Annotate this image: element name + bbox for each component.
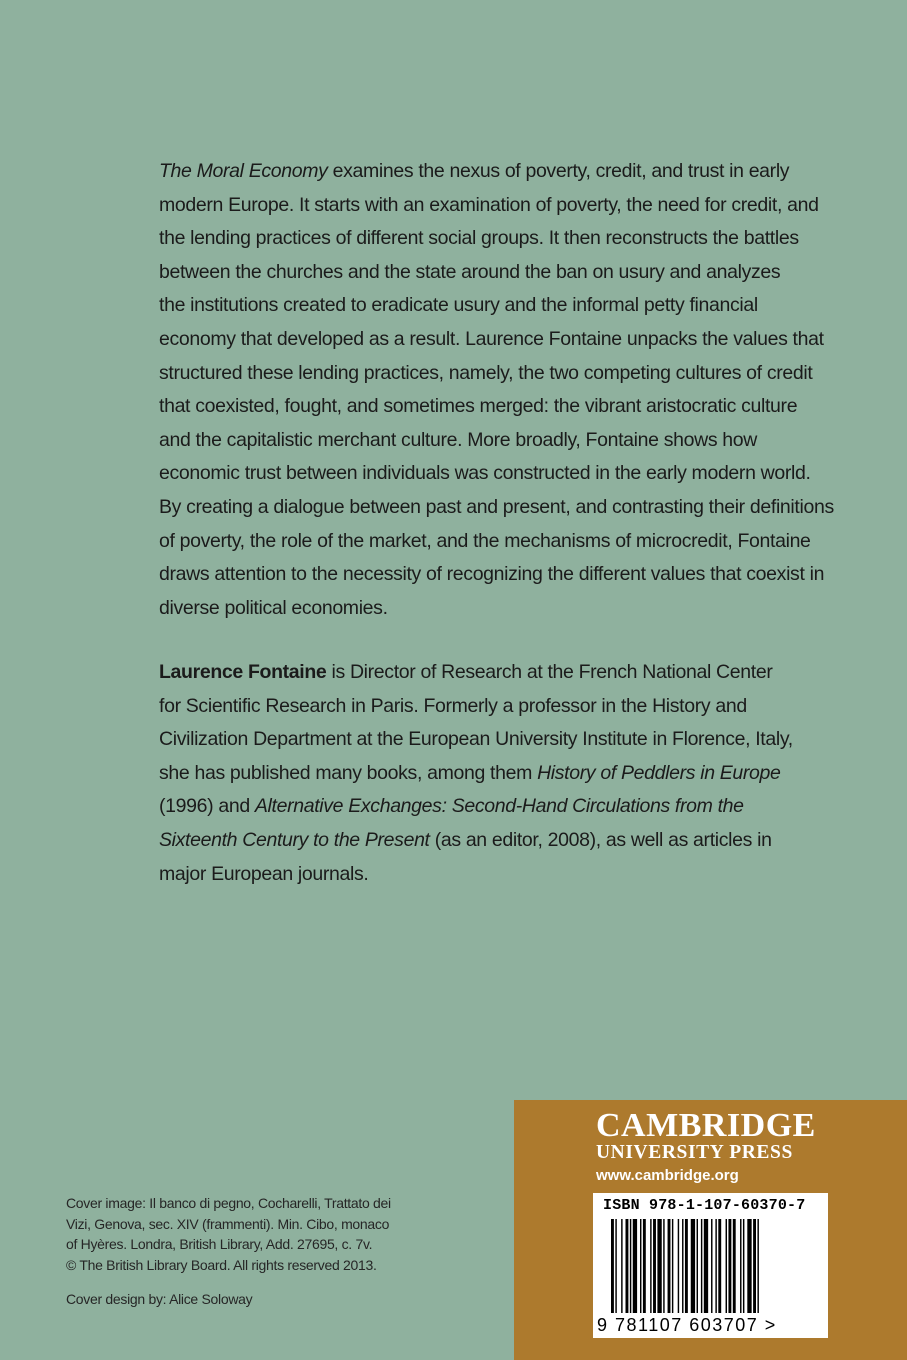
description-line: that coexisted, fought, and sometimes merged: the vibrant aristocratic culture xyxy=(159,395,798,418)
publisher-url: www.cambridge.org xyxy=(596,1167,739,1184)
publisher-subtitle: UNIVERSITY PRESS xyxy=(596,1142,793,1163)
description-line: and the capitalistic merchant culture. More broadly, Fontaine shows how xyxy=(159,428,758,451)
description-line: draws attention to the necessity of recognizing the different values that coexist in xyxy=(159,563,825,586)
credit-line: of Hyères. Londra, British Library, Add. 27695, c. 7v. xyxy=(66,1236,373,1252)
description-line: economic trust between individuals was constructed in the early modern world. xyxy=(159,462,811,485)
bio-line: major European journals. xyxy=(159,862,369,885)
description-line: The Moral Economy examines the nexus of poverty, credit, and trust in early xyxy=(159,160,790,182)
bio-line: Sixteenth Century to the Present (as an editor, 2008), as well as articles in xyxy=(159,828,772,851)
description-line: diverse political economies. xyxy=(159,596,388,619)
credit-line: Vizi, Genova, sec. XIV (frammenti). Min. Cibo, monaco xyxy=(66,1215,390,1232)
credit-line: Cover image: Il banco di pegno, Cocharelli, Trattato dei xyxy=(66,1195,391,1211)
barcode-digits: 9 781107 603707 > xyxy=(597,1315,777,1335)
description-line: the lending practices of different social groups. It then reconstructs the battles xyxy=(159,227,799,250)
author-bio xyxy=(159,656,793,891)
description-line: of poverty, the role of the market, and the mechanisms of microcredit, Fontaine xyxy=(159,529,811,552)
book-reference: Alternative Exchanges: Second-Hand Circulations from the xyxy=(254,795,744,818)
description-line: the institutions created to eradicate usury and the informal petty financial xyxy=(159,294,758,317)
book-description xyxy=(159,155,834,625)
bio-line: Laurence Fontaine is Director of Research at the French National Center xyxy=(159,661,773,683)
description-line: between the churches and the state around the ban on usury and analyzes xyxy=(159,260,781,283)
publisher-name: CAMBRIDGE xyxy=(596,1107,816,1144)
description-line: structured these lending practices, namely, the two competing cultures of credit xyxy=(159,361,813,384)
publisher-panel xyxy=(514,1100,907,1360)
cover-image-credit xyxy=(66,1193,466,1275)
book-title: The Moral Economy xyxy=(159,160,328,182)
cover-design-credit: Cover design by: Alice Soloway xyxy=(66,1291,253,1307)
isbn-barcode xyxy=(593,1193,828,1338)
credit-line: © The British Library Board. All rights reserved 2013. xyxy=(66,1256,377,1273)
book-reference: History of Peddlers in Europe xyxy=(537,761,781,784)
description-line: By creating a dialogue between past and present, and contrasting their definitions xyxy=(159,495,834,518)
bio-line: for Scientific Research in Paris. Formerly a professor in the History and xyxy=(159,694,747,717)
book-reference: Sixteenth Century to the Present xyxy=(159,828,430,851)
bio-line: she has published many books, among them History of Peddlers in Europe xyxy=(159,761,781,784)
description-line: modern Europe. It starts with an examination of poverty, the need for credit, and xyxy=(159,193,819,216)
bio-line: (1996) and Alternative Exchanges: Second-Hand Circulations from the xyxy=(159,795,744,818)
isbn-label: ISBN 978-1-107-60370-7 xyxy=(603,1197,806,1214)
bio-line: Civilization Department at the European University Institute in Florence, Italy, xyxy=(159,728,793,751)
description-line: economy that developed as a result. Laurence Fontaine unpacks the values that xyxy=(159,327,824,350)
author-name: Laurence Fontaine xyxy=(159,661,327,683)
